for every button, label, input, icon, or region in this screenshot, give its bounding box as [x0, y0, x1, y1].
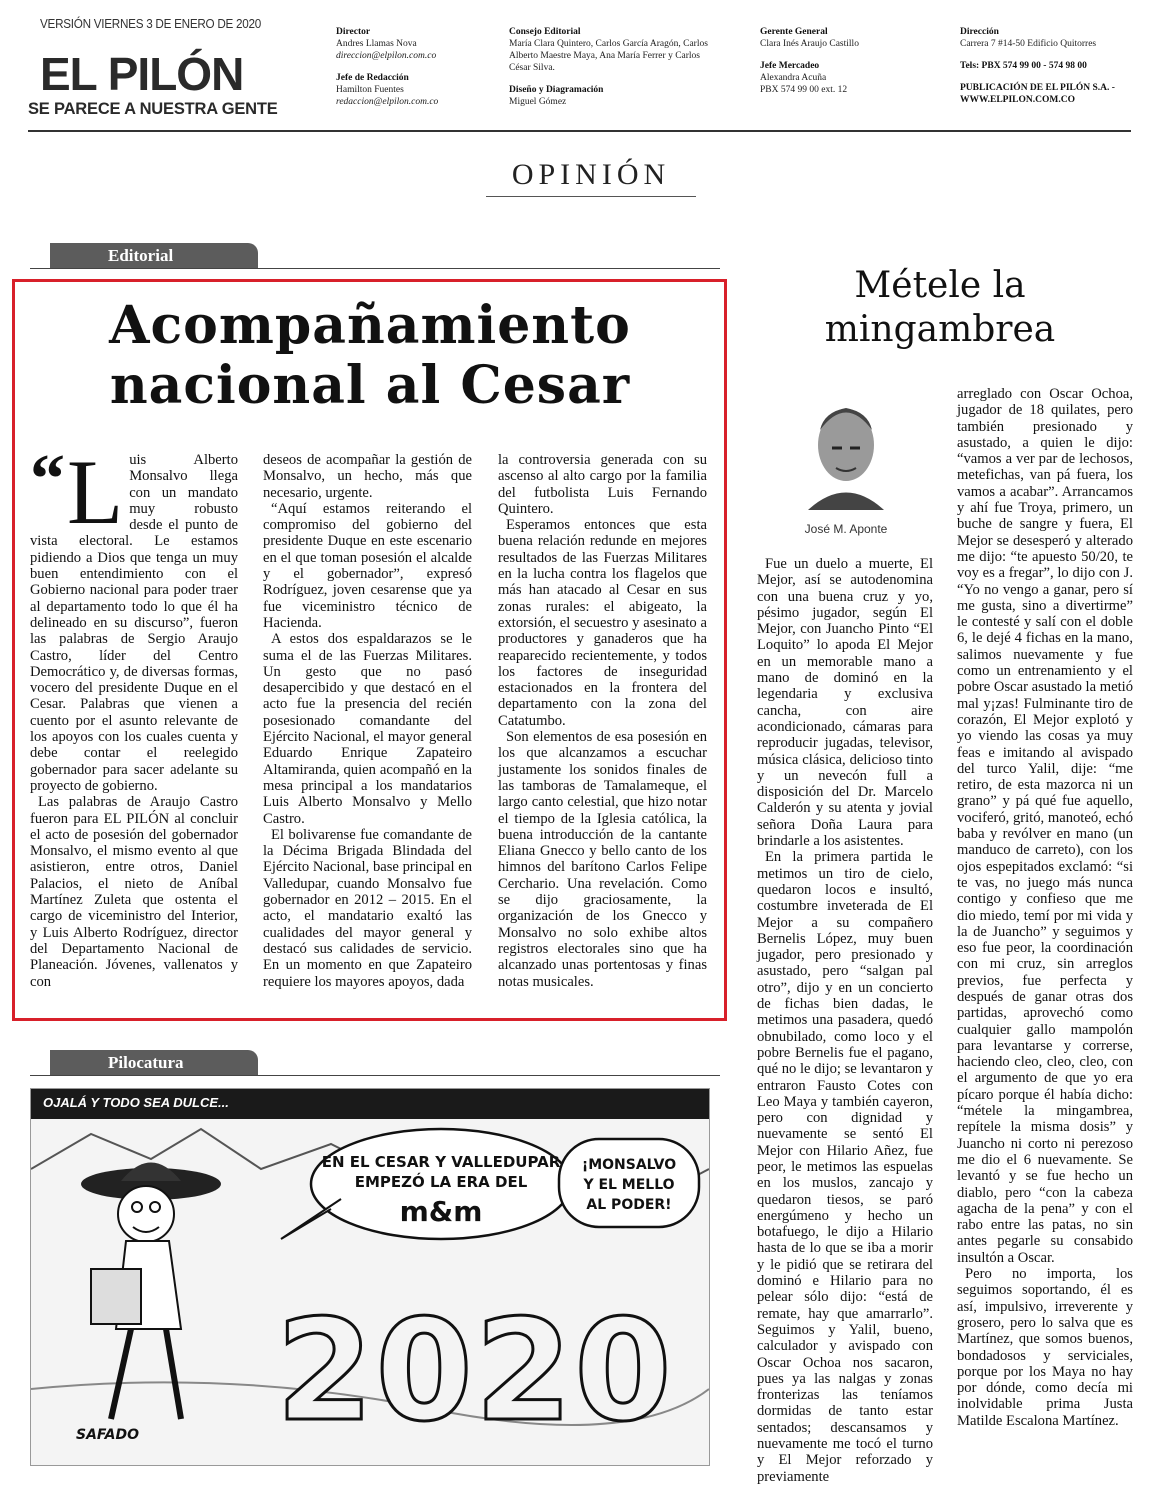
eye-left: [132, 1202, 142, 1212]
pilocatura-tab-rule: [30, 1075, 720, 1076]
editorial-headline: [30, 296, 710, 416]
editorial-paragraph: “Aquí estamos reiterando el compromiso del gobierno del presidente Duque en este escenario en el que toman posesión el alcalde y el gobernador”, expresó Rodríguez, joven cesarense que ya fue viceministro técnico de Hacienda.: [263, 500, 472, 631]
gerente-name: Clara Inés Araujo Castillo: [760, 39, 859, 49]
editorial-paragraph: la controversia generada con su ascenso al alto cargo por la familia del futbolista Luis Fernando Quintero.: [498, 452, 707, 517]
column-paragraph: Fue un duelo a muerte, El Mejor, así se autodenomina con una buena cruz y yo, pésimo jugador, según El Mejor, con Juancho Pinto “El Loquito” lo apoda El Mejor en un memorable mano a mano de dominó en la legendaria y exclusiva cancha, con aire acondicionado, cámaras para reproducir jugadas, televisor, música clásica, delicioso tinto y un nevecón full a disposición del Dr. Marcelo Calderón y su atenta y jovial señora Doña Laura para brindarle a los asistentes.: [757, 556, 933, 850]
editorial-column-2: [263, 452, 472, 990]
masthead-rule: [28, 130, 1131, 132]
publicacion: PUBLICACIÓN DE EL PILÓN S.A. - WWW.ELPILON.COM.CO: [960, 83, 1115, 105]
editorial-tab: Editorial: [50, 243, 258, 269]
cartoon-panel: [30, 1088, 710, 1466]
editorial-headline-line2: nacional al Cesar: [109, 355, 631, 416]
author-photo: [798, 390, 894, 510]
author-name: José M. Aponte: [804, 522, 888, 536]
cartoon-illustration: [31, 1089, 709, 1465]
consejo-title: Consejo Editorial: [509, 27, 581, 37]
editorial-paragraph: deseos de acompañar la gestión de Monsalvo, un hecho, más que necesario, urgente.: [263, 452, 472, 501]
character-legs: [111, 1329, 181, 1419]
edition-line: VERSIÓN VIERNES 3 DE ENERO DE 2020: [40, 16, 262, 31]
year-2020-text: 2020: [276, 1290, 674, 1453]
redaccion-name: Hamilton Fuentes: [336, 85, 404, 95]
newspaper-slogan: SE PARECE A NUESTRA GENTE: [28, 100, 278, 118]
bubble2-line3: AL PODER!: [586, 1197, 672, 1213]
telefono: Tels: PBX 574 99 00 - 574 98 00: [960, 61, 1087, 71]
bubble2-line1: ¡MONSALVO: [581, 1157, 677, 1173]
pilocatura-tab: Pilocatura: [50, 1050, 258, 1076]
character-face: [118, 1186, 174, 1242]
column-left-body: [757, 556, 933, 1485]
editorial-column-3: [498, 452, 707, 990]
column-paragraph: En la primera partida le metimos un tiro de cielo, quedaron locos e insultó, costumbre inveterada de El Mejor a su compañero Bernelis López, muy buen jugador, pero presionado y asustado, pero “salgan pal otro”, dijo y en un concierto de fichas bien dadas, le metimos una pasadera, quedó obnubilado, como loco y el pobre Bernelis fue el pagano, qué no le dijo; se levantaron y entraron Fausto Cotes con Leo Maya y también cayeron, pero con dignidad y nuevamente se sentó El Mejor con Hilario Añez, fue peor, le metimos las espuelas en los muslos, zancajo y quedaron tiesos, se paró energúmeno y hecho un botafuego, le dijo a Hilario hasta de lo que se iba a morir y le pidió que se retirara del dominó e Hilario para no pelear sólo dijo: “está de remate, hay que amarrarlo”. Seguimos y Yalil, bueno, calculador y avispado con Oscar Ochoa nos sacaron, pues ya las nalgas y zonas fronterizas las teníamos dormidas de tanto estar sentados; descansamos y nuevamente me tocó el turno y El Mejor reforzado y previamente: [757, 849, 933, 1485]
quote-mark: “: [30, 441, 65, 518]
gerente-title: Gerente General: [760, 27, 828, 37]
section-title: OPINIÓN: [511, 158, 671, 191]
editorial-paragraph: Las palabras de Araujo Castro fueron para EL PILÓN al concluir el acto de posesión del gobernador Monsalvo, el mismo evento al que asistieron, entre otros, Daniel Palacios, el nieto de Aníbal Martínez Zuleta que ostenta el cargo de viceministro del Interior, y Luis Alberto Rodríguez, director del Departamento Nacional de Planeación. Jóvenes, vallenatos y con: [30, 794, 238, 990]
bubble1-line1: EN EL CESAR Y VALLEDUPAR: [321, 1153, 561, 1171]
cartoon-strip-title: OJALÁ Y TODO SEA DULCE...: [43, 1095, 229, 1110]
bubble1-line2: EMPEZÓ LA ERA DEL: [354, 1173, 528, 1191]
editorial-tab-rule: [30, 268, 720, 269]
editorial-column-1: [30, 441, 238, 990]
masthead-direccion-block: [960, 26, 1130, 106]
editorial-paragraph: El bolivarense fue comandante de la Décima Brigada Blindada del Ejército Nacional, base principal en Valledupar, cuando Monsalvo fue gobernador en 2012 – 2015. En el acto, el mandatario exaltó las cualidades del mayor general y destacó sus calidades de servicio. En un momento en que Zapateiro requiere los mayores apoyos, dada: [263, 826, 472, 990]
masthead-consejo-block: [509, 26, 709, 108]
eye-right: [150, 1202, 160, 1212]
director-name: Andres Llamas Nova: [336, 39, 417, 49]
editorial-paragraph: Son elementos de esa posesión en los que alcanzamos a escuchar justamente los sonidos finales de las tamboras de Tamalameque, el largo canto celestial, que hizo notar el tiempo de la Iglesia católica, la buena introducción de la cantante Eliana Gnecco y bello canto de los himnos del barítono Carlos Felipe Cerchario. Una revelación. Como se dijo graciosamente, la organización de los Gnecco y Monsalvo no solo exhibe altos registros electorales sino que ha alcanzado unas portentosas y finas notas musicales.: [498, 729, 707, 990]
column-title-line1: Métele la: [854, 265, 1026, 306]
consejo-names: María Clara Quintero, Carlos García Aragón, Carlos Alberto Maestre Maya, Ana María Ferrer y Carlos César Silva.: [509, 39, 708, 73]
direccion-address: Carrera 7 #14-50 Edificio Quitorres: [960, 39, 1097, 49]
mercadeo-title: Jefe Mercadeo: [760, 61, 820, 71]
masthead-director-block: [336, 26, 496, 108]
column-paragraph: arreglado con Oscar Ochoa, jugador de 18 quilates, pero también presionado y asustado, a quien le dijo: “vamos a ver par de lechosos, metefichas, van pá fuera, los vamos a acabar”. Arrancamos y ahí fue Troya, primero, un buche de sangre y fuera, El Mejor se desesperó y alterado me dijo: “te apuesto 50/20, te voy es a fregar”, lo dijo con J. “Yo no vengo a ganar, pero sí me gusta, sino a divertirme” le contesté y salí con el doble 6, le dejé 4 fichas en la mano, salimos nuevamente y fue como un entrenamiento y el pobre Oscar asustado la metió mal y¡zas! Fulminante tiro de corazón, El Mejor explotó y yo viendo las cosas ya muy feas e imitando al avispado del turco Yalil, dije: “me retiro, de esta mazorca ni un grano” y pá qué fue aquello, vociferó, gritó, manoteó, echó baba y revólver en mano (un manduco de carreto), con los ojos espepitados exclamó: “si te vas, no juego más nunca contigo y confieso que me dio miedo, temí por mi vida y la de Juancho” y seguimos y eso fue peor, la coordinación con mi cruz, sin arreglos previos, fue perfecta y después de ganar otras dos partidas, aprovechó como cualquier gallo mampolón para levantarse y correrse, haciendo cleo, cleo, cleo, con el argumento de que yo era pícaro porque él había dicho: “métele la mingambrea, repítele la misma dosis” y Juancho ni corto ni perezoso me dio el 6 nuevamente. Se levantó y se fue hecho un diablo, pero “con la cabeza agacha de la pena” y con el rabo entre las patas, no sin antes pegarle su consabido insultón a Oscar.: [957, 386, 1133, 1266]
year-2020-drawing: [276, 1290, 674, 1453]
editorial-paragraph: A estos dos espaldarazos se le suma el de las Fuerzas Militares. Un gesto que no pasó desapercibido y que destacó en el acto fue la presencia del recién posesionado comandante del Ejército Nacional, el mayor general Eduardo Enrique Zapateiro Altamiranda, quien acompañó en la mesa principal a los mandatarios Luis Alberto Monsalvo y Mello Castro.: [263, 631, 472, 827]
diseno-title: Diseño y Diagramación: [509, 85, 604, 95]
column-right-body: [957, 386, 1133, 1429]
redaccion-title: Jefe de Redacción: [336, 73, 409, 83]
director-email: direccion@elpilon.com.co: [336, 51, 437, 61]
masthead-gerencia-block: [760, 26, 930, 96]
editorial-paragraph: Esperamos entonces que esta buena relación redunde en mejores resultados de las Fuerzas Militares en la lucha contra los flagelos que más han atacado al Cesar en sus zonas rurales: el abigeato, la extorsión, el secuestro y asesinato a productores y ganaderos que ha reaparecido recientemente, y todos los factores de inseguridad estacionados en la frontera del departamento con la zona del Catatumbo.: [498, 517, 707, 729]
newspaper-logo: EL PILÓN: [40, 48, 244, 100]
cartoon-signature: SAFADO: [76, 1427, 140, 1443]
mercadeo-phone: PBX 574 99 00 ext. 12: [760, 85, 848, 95]
speech-bubble-1-tail: [281, 1199, 341, 1239]
sombrero-crown: [121, 1163, 181, 1182]
diseno-name: Miguel Gómez: [509, 97, 567, 107]
bubble2-line2: Y EL MELLO: [583, 1177, 675, 1193]
mercadeo-name: Alexandra Acuña: [760, 73, 827, 83]
section-title-underline: [486, 196, 696, 197]
director-title: Director: [336, 27, 371, 37]
accordion-drawing: [91, 1269, 141, 1324]
bubble1-mm: m&m: [399, 1195, 483, 1228]
column-paragraph: Pero no importa, los seguimos soportando, él es así, impulsivo, irreverente y grosero, pero lo salva que es Martínez, que somos buenos, bondadosos y serviciales, porque por los Maya no hay por dónde, como decía mi inolvidable prima Justa Matilde Escalona Martínez.: [957, 1266, 1133, 1429]
direccion-title: Dirección: [960, 27, 999, 37]
column-title: [760, 264, 1120, 352]
editorial-paragraph: uis Alberto Monsalvo llega con un mandato muy robusto desde el punto de vista electoral. Le estamos pidiendo a Dios que tenga un muy buen entendimiento con el Gobierno nacional para poder traer al departamento todo lo que él ha delineado en su discurso”, fueron las palabras de Sergio Araujo Castro, líder del Centro Democrático y, de diversas formas, vocero del presidente Duque en el Cesar. Palabras que vienen a cuento por el asunto relevante de los apoyos con los cuales cuenta y debe contar el reelegido gobernador para sacer adelante su proyecto de gobierno.: [30, 452, 238, 794]
column-title-line2: mingambrea: [824, 309, 1056, 350]
redaccion-email: redaccion@elpilon.com.co: [336, 97, 439, 107]
drop-cap: L: [67, 441, 124, 543]
editorial-headline-line1: Acompañamiento: [109, 295, 631, 356]
